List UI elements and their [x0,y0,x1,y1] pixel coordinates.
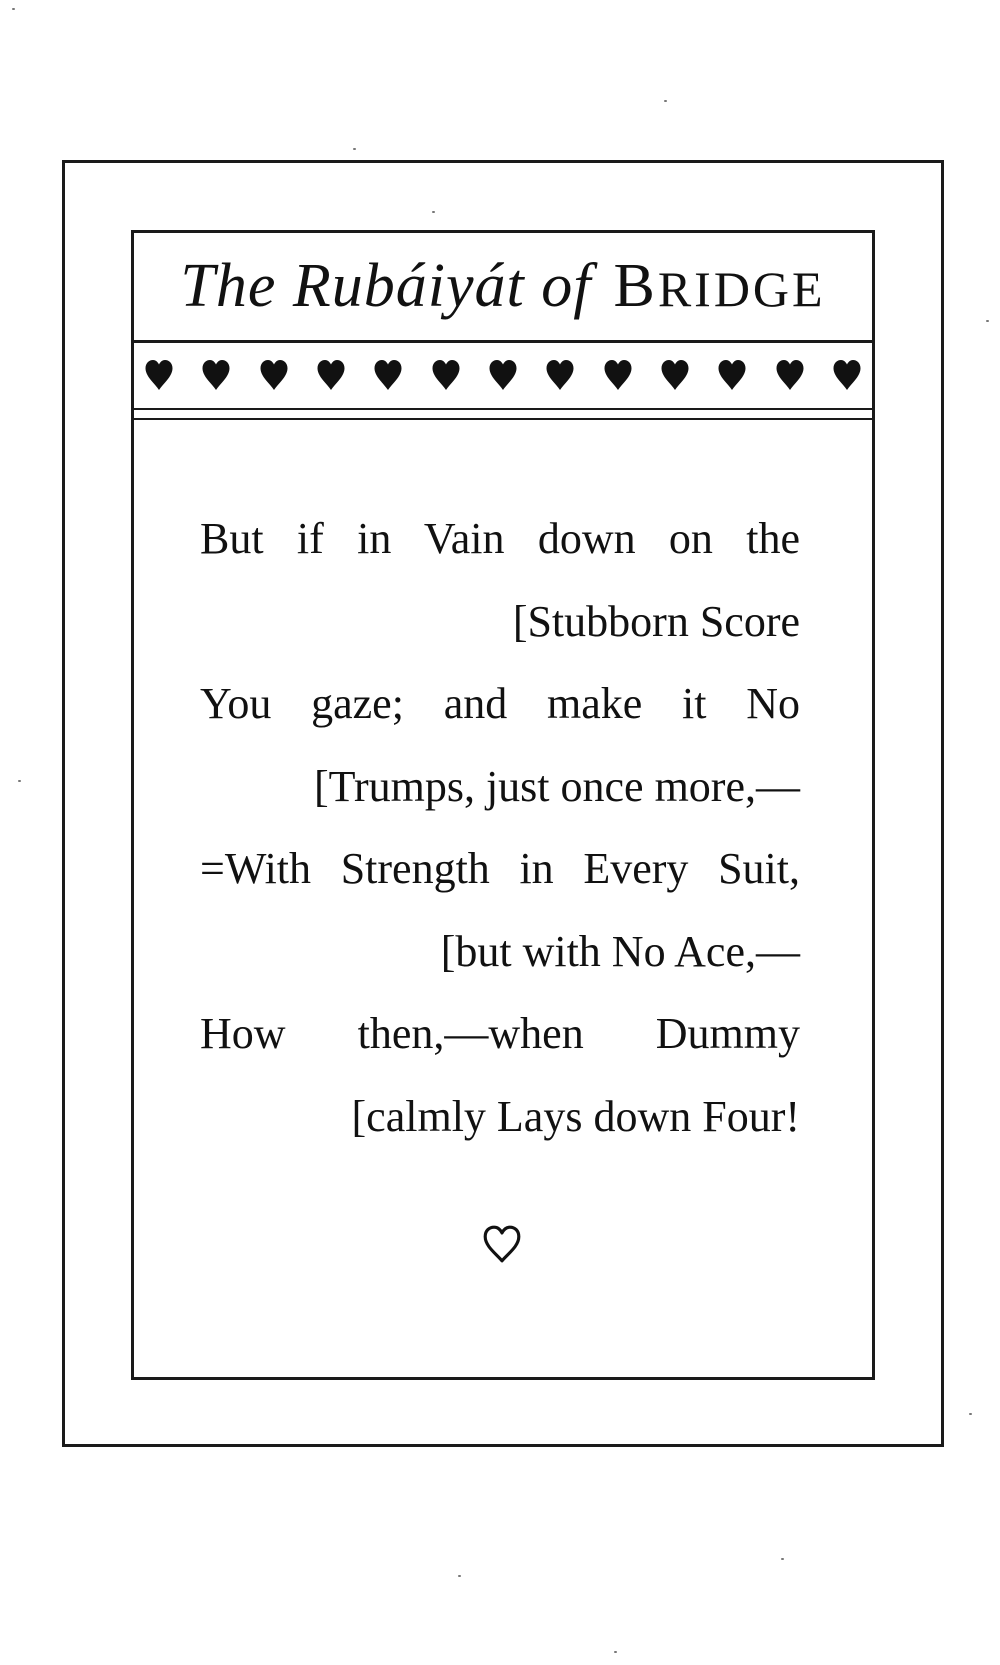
verse-line: [Stubborn Score [512,596,800,646]
solid-heart-icon [832,358,862,392]
title-caps-part [613,251,825,322]
print-speck [986,320,989,322]
verse-line: How then,—when Dummy [200,1009,800,1058]
solid-heart-icon [373,358,403,392]
verse-line: You gaze; and make it No [200,679,800,728]
verse-line: [but with No Ace,— [440,926,800,976]
print-speck [781,1558,784,1560]
solid-heart-icon [488,358,518,392]
print-speck [969,1413,972,1415]
verse-line: But if in Vain down on the [200,514,800,563]
double-rule-upper [134,408,872,410]
print-speck [18,780,21,782]
print-speck [614,1651,617,1653]
print-speck [458,1575,461,1577]
verse-block [200,498,800,1158]
solid-heart-icon [316,358,346,392]
inner-text-frame [131,230,875,1380]
print-speck [432,211,435,213]
solid-heart-icon [717,358,747,392]
verse-line: =With Strength in Every Suit, [200,844,800,893]
solid-heart-icon [603,358,633,392]
solid-heart-icon [259,358,289,392]
verse-line: [Trumps, just once more,— [313,761,800,811]
solid-heart-icon [201,358,231,392]
print-speck [12,8,15,10]
title-caps-rest: RIDGE [657,261,826,317]
solid-heart-icon [660,358,690,392]
verse-line: [calmly Lays down Four! [351,1091,800,1141]
double-rule-lower [134,418,872,420]
solid-heart-icon [775,358,805,392]
title-italic-part: The Rubáiyát of [180,252,592,320]
title-banner [134,233,872,343]
solid-heart-icon [431,358,461,392]
title-caps-initial: B [613,252,658,320]
print-speck [353,148,356,150]
print-speck [664,100,667,102]
outline-heart-icon [481,1223,523,1265]
heart-ornament-row [134,343,872,407]
solid-heart-icon [144,358,174,392]
solid-heart-icon [545,358,575,392]
